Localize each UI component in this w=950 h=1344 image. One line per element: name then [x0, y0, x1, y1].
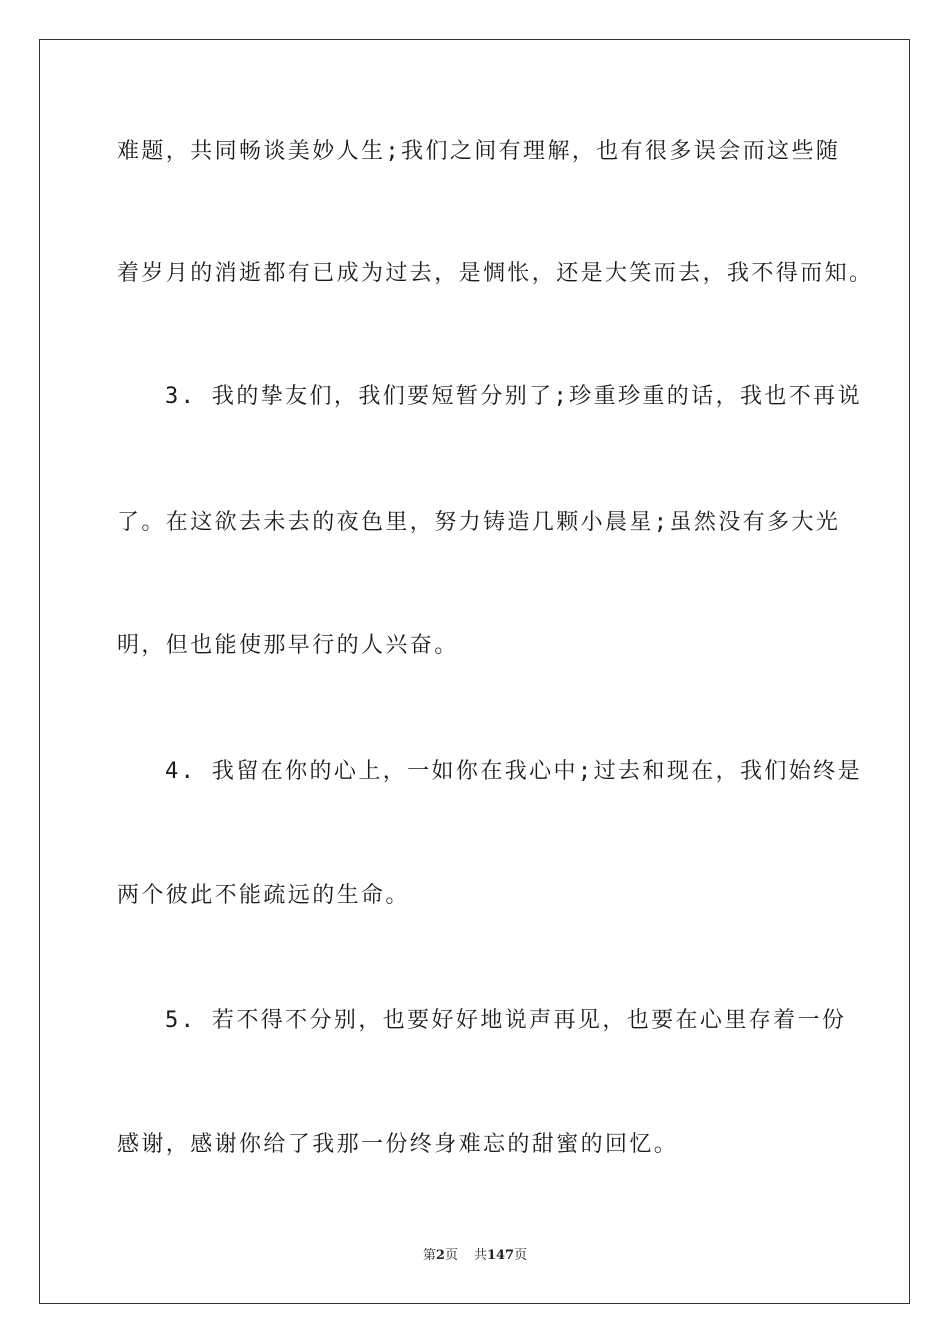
text-line-2: 着岁月的消逝都有已成为过去，是惆怅，还是大笑而去，我不得而知。 — [117, 261, 874, 286]
text-line-6: 4. 我留在你的心上，一如你在我心中;过去和现在，我们始终是 — [165, 759, 862, 784]
text-line-4: 了。在这欲去未去的夜色里，努力铸造几颗小晨星;虽然没有多大光 — [117, 510, 841, 535]
page-number: 2 — [435, 1248, 445, 1263]
page-prefix: 第 — [422, 1248, 436, 1263]
text-line-9: 感谢，感谢你给了我那一份终身难忘的甜蜜的回忆。 — [117, 1132, 679, 1157]
page-suffix: 页 — [444, 1248, 458, 1263]
text-line-1: 难题，共同畅谈美妙人生;我们之间有理解，也有很多误会而这些随 — [117, 139, 841, 164]
total-suffix: 页 — [514, 1248, 528, 1263]
text-line-7: 两个彼此不能疏远的生命。 — [117, 883, 410, 908]
page-footer — [0, 1247, 950, 1265]
text-line-5: 明，但也能使那早行的人兴奋。 — [117, 633, 459, 658]
total-prefix: 共 — [473, 1248, 487, 1263]
page-frame — [39, 39, 910, 1304]
total-pages: 147 — [486, 1248, 515, 1263]
text-line-3: 3. 我的挚友们，我们要短暂分别了;珍重珍重的话，我也不再说 — [165, 384, 862, 409]
text-line-8: 5. 若不得不分别，也要好好地说声再见，也要在心里存着一份 — [165, 1008, 847, 1033]
